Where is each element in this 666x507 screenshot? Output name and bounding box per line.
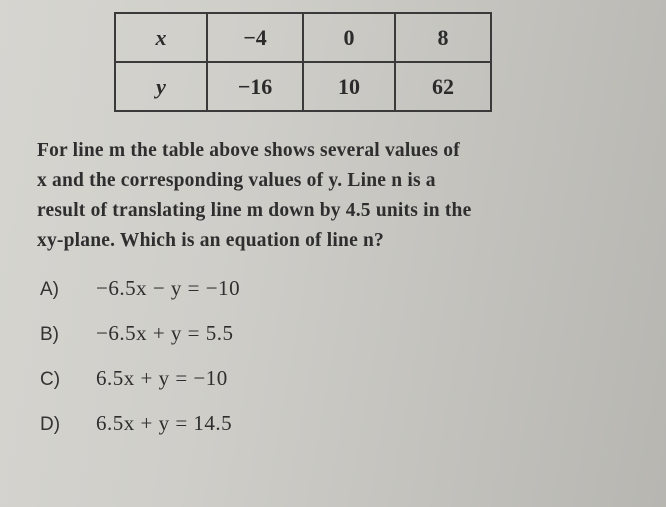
table-row-x	[115, 13, 491, 62]
choice-letter: D)	[40, 414, 61, 435]
row-label-x: x	[115, 13, 207, 62]
choice-letter: B)	[40, 324, 59, 345]
table-cell: −4	[207, 13, 303, 62]
choice-letter: A)	[40, 279, 59, 300]
table-cell: 8	[395, 13, 491, 62]
row-label-y: y	[115, 62, 207, 111]
choice-d[interactable]	[40, 411, 440, 456]
table-row-y	[115, 62, 491, 111]
choice-equation: 6.5x + y = 14.5	[96, 411, 233, 435]
question-line: xy-plane. Which is an equation of line n?	[37, 230, 384, 251]
question-line: For line m the table above shows several values of	[37, 140, 460, 161]
answer-choices	[40, 276, 440, 456]
table-cell: 0	[303, 13, 395, 62]
choice-a[interactable]	[40, 276, 440, 321]
table-cell: −16	[207, 62, 303, 111]
choice-equation: 6.5x + y = −10	[96, 366, 228, 390]
question-line: result of translating line m down by 4.5 units in the	[37, 200, 472, 221]
choice-equation: −6.5x + y = 5.5	[96, 321, 234, 345]
choice-letter: C)	[40, 369, 61, 390]
table-cell: 10	[303, 62, 395, 111]
question-line: x and the corresponding values of y. Line n is a	[37, 170, 436, 191]
table-cell: 62	[395, 62, 491, 111]
values-table	[114, 12, 492, 112]
question-text	[37, 136, 627, 256]
choice-c[interactable]	[40, 366, 440, 411]
choice-equation: −6.5x − y = −10	[96, 276, 241, 300]
choice-b[interactable]	[40, 321, 440, 366]
